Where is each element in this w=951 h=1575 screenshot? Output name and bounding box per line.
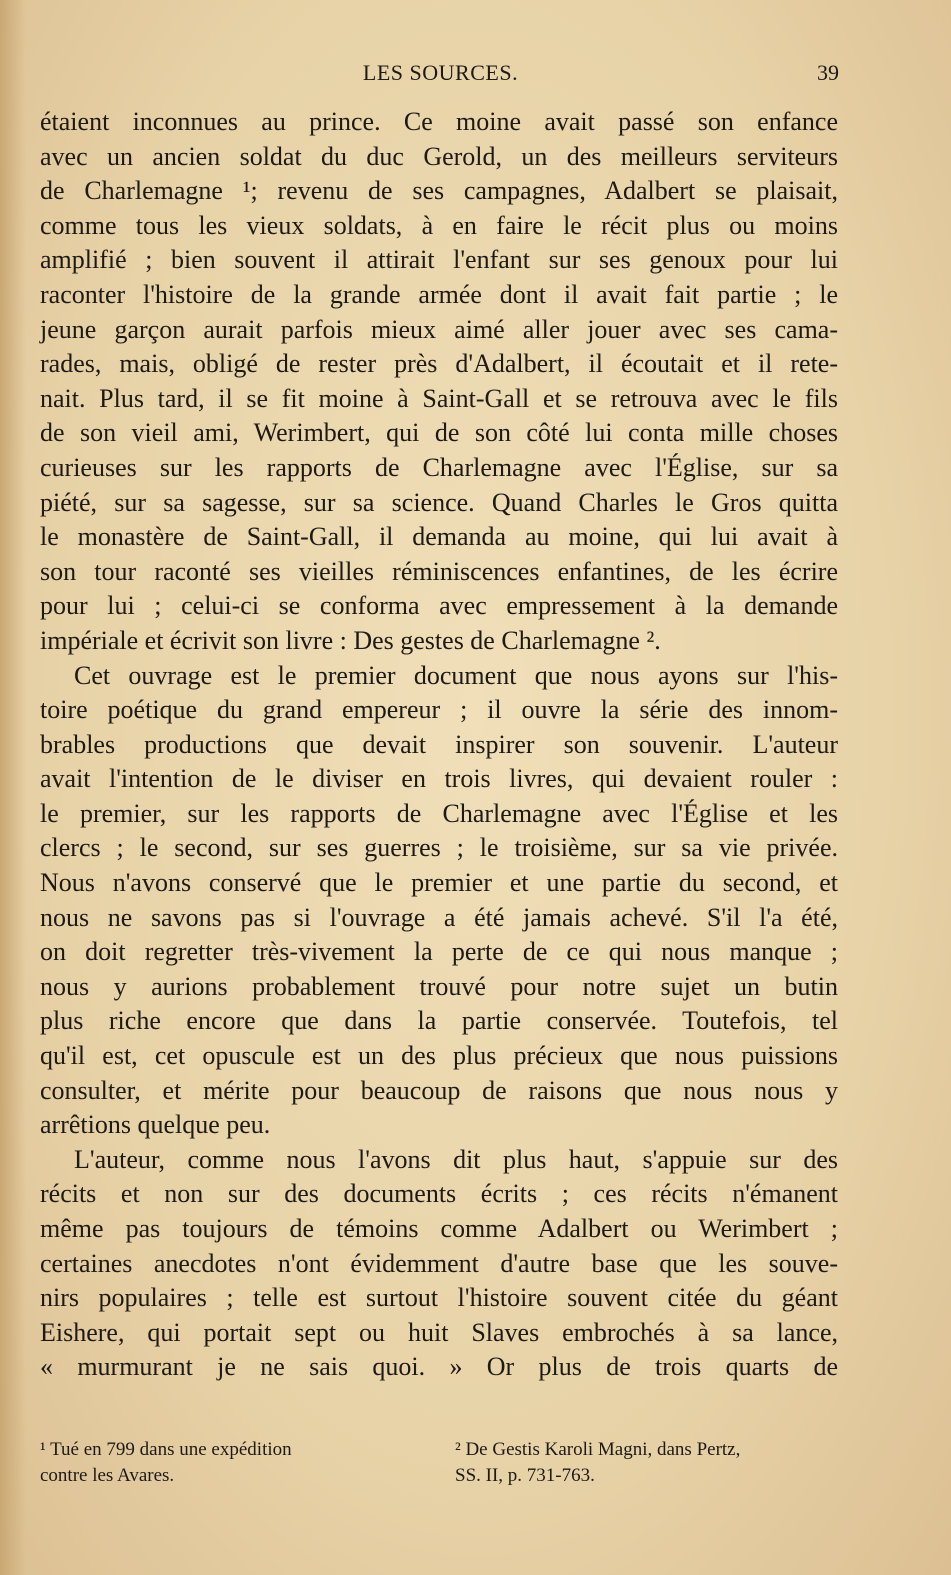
text-line: rades, mais, obligé de rester près d'Adalbert, il écoutait et il rete- xyxy=(40,349,838,379)
text-line: avait l'intention de le diviser en trois livres, qui devaient rouler : xyxy=(40,764,838,794)
text-line: le premier, sur les rapports de Charlemagne avec l'Église et les xyxy=(40,798,838,828)
text-line: raconter l'histoire de la grande armée dont il avait fait partie ; le xyxy=(40,279,838,309)
text-line: impériale et écrivit son livre : Des gestes de Charlemagne ². xyxy=(40,625,661,655)
running-title: LES SOURCES. xyxy=(362,60,519,85)
text-line: récits et non sur des documents écrits ; ces récits n'émanent xyxy=(40,1179,838,1209)
text-line: jeune garçon aurait parfois mieux aimé aller jouer avec ses cama- xyxy=(40,314,838,344)
text-line: Cet ouvrage est le premier document que nous ayons sur l'his- xyxy=(74,660,838,690)
footnote-line: ² De Gestis Karoli Magni, dans Pertz, xyxy=(455,1439,741,1460)
text-line: L'auteur, comme nous l'avons dit plus haut, s'appuie sur des xyxy=(74,1144,838,1174)
text-line: on doit regretter très-vivement la perte de ce qui nous manque ; xyxy=(40,937,838,967)
text-line: consulter, et mérite pour beaucoup de raisons que nous nous y xyxy=(40,1075,838,1105)
text-line: nirs populaires ; telle est surtout l'histoire souvent citée du géant xyxy=(40,1283,838,1313)
text-line: nait. Plus tard, il se fit moine à Saint-Gall et se retrouva avec le fils xyxy=(40,383,838,413)
text-line: Nous n'avons conservé que le premier et une partie du second, et xyxy=(40,868,838,898)
footnote-2 xyxy=(455,1437,850,1489)
page-number: 39 xyxy=(817,60,839,85)
text-line: amplifié ; bien souvent il attirait l'enfant sur ses genoux pour lui xyxy=(40,245,838,275)
text-line: le monastère de Saint-Gall, il demanda au moine, qui lui avait à xyxy=(40,522,838,552)
footnote-1 xyxy=(40,1437,430,1489)
text-line: nous ne savons pas si l'ouvrage a été jamais achevé. S'il l'a été, xyxy=(40,902,838,932)
text-line: « murmurant je ne sais quoi. » Or plus de trois quarts de xyxy=(40,1352,838,1382)
text-line: pour lui ; celui-ci se conforma avec empressement à la demande xyxy=(40,591,838,621)
page-header xyxy=(42,60,839,90)
footnote-line: SS. II, p. 731-763. xyxy=(455,1465,595,1486)
text-line: Eishere, qui portait sept ou huit Slaves embrochés à sa lance, xyxy=(40,1317,838,1347)
text-line: nous y aurions probablement trouvé pour notre sujet un butin xyxy=(40,971,838,1001)
text-line: arrêtions quelque peu. xyxy=(40,1110,271,1140)
text-line: certaines anecdotes n'ont évidemment d'autre base que les souve- xyxy=(40,1248,838,1278)
text-line: toire poétique du grand empereur ; il ouvre la série des innom- xyxy=(40,695,838,725)
text-line: de son vieil ami, Werimbert, qui de son côté lui conta mille choses xyxy=(40,418,838,448)
text-line: brables productions que devait inspirer son souvenir. L'auteur xyxy=(40,729,838,759)
text-line: comme tous les vieux soldats, à en faire le récit plus ou moins xyxy=(40,210,838,240)
text-line: curieuses sur les rapports de Charlemagne avec l'Église, sur sa xyxy=(40,452,838,482)
body-text xyxy=(40,105,838,1385)
text-line: même pas toujours de témoins comme Adalbert ou Werimbert ; xyxy=(40,1214,838,1243)
text-line: son tour raconté ses vieilles réminiscences enfantines, de les écrire xyxy=(40,556,838,586)
text-line: clercs ; le second, sur ses guerres ; le troisième, sur sa vie privée. xyxy=(40,833,838,863)
text-line: étaient inconnues au prince. Ce moine avait passé son enfance xyxy=(40,107,838,136)
footnote-line: contre les Avares. xyxy=(40,1465,175,1486)
text-line: piété, sur sa sagesse, sur sa science. Quand Charles le Gros quitta xyxy=(40,487,838,517)
footnote-line: ¹ Tué en 799 dans une expédition xyxy=(40,1439,292,1460)
text-line: de Charlemagne ¹; revenu de ses campagnes, Adalbert se plaisait, xyxy=(40,176,838,206)
text-line: plus riche encore que dans la partie conservée. Toutefois, tel xyxy=(40,1006,838,1036)
text-line: qu'il est, cet opuscule est un des plus précieux que nous puissions xyxy=(40,1041,838,1071)
text-line: avec un ancien soldat du duc Gerold, un des meilleurs serviteurs xyxy=(40,141,838,171)
